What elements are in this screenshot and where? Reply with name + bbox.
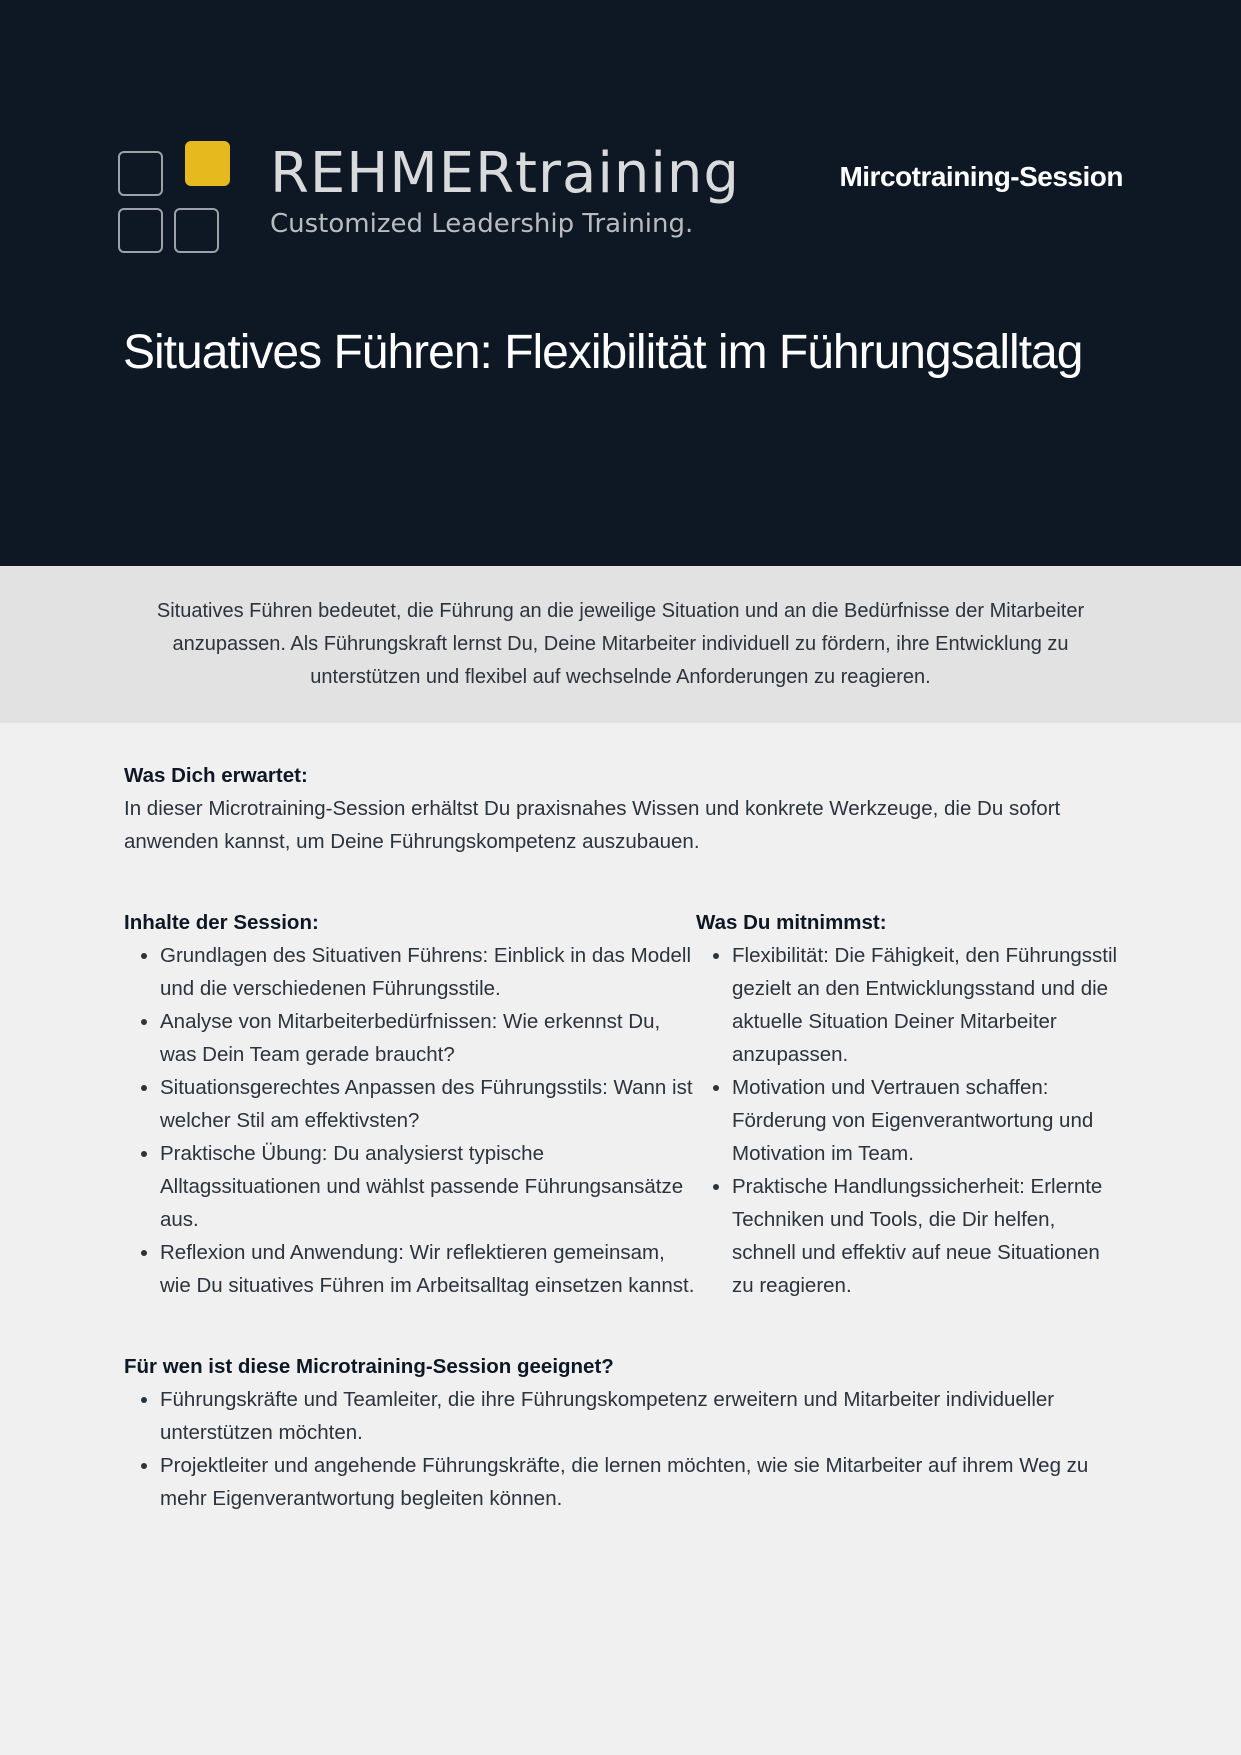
expect-heading: Was Dich erwartet: <box>124 764 308 787</box>
logo-brand-light: training <box>515 141 740 206</box>
list-item: • Grundlagen des Situativen Führens: Einblick in das Modell und die verschiedenen Führungsstile. <box>160 939 696 1005</box>
list-item: • Flexibilität: Die Fähigkeit, den Führungsstil gezielt an den Entwicklungsstand und die aktuelle Situation Deiner Mitarbeiter anzupassen. <box>732 939 1124 1071</box>
list-item: • Analyse von Mitarbeiterbedürfnissen: Wie erkennst Du, was Dein Team gerade braucht? <box>160 1005 696 1071</box>
intro-text: Situatives Führen bedeutet, die Führung an die jeweilige Situation und an die Bedürfnisse der Mitarbeiter anzupassen. Als Führungskraft lernst Du, Deine Mitarbeiter individuell zu fördern, ihre Entwicklung zu unterstützen und flexibel auf wechselnde Anforderungen zu reagieren. <box>156 600 1085 688</box>
header-banner <box>0 0 1241 566</box>
audience-list <box>124 1383 1124 1515</box>
list-item: • Motivation und Vertrauen schaffen: Förderung von Eigenverantwortung und Motivation im Team. <box>732 1071 1124 1170</box>
takeaways-section <box>696 906 1124 1302</box>
takeaways-heading: Was Du mitnimmst: <box>696 911 887 934</box>
logo-brand <box>270 142 740 206</box>
logo-square-yellow <box>185 141 230 186</box>
expect-text: In dieser Microtraining-Session erhältst Du praxisnahes Wissen und konkrete Werkzeuge, die Du sofort anwenden kannst, um Deine Führungskompetenz auszubauen. <box>124 797 1061 853</box>
logo-square-outline <box>118 151 163 196</box>
list-item: • Situationsgerechtes Anpassen des Führungsstils: Wann ist welcher Stil am effektivsten? <box>160 1071 696 1137</box>
logo-wordmark <box>270 142 740 240</box>
logo-tagline: Customized Leadership Training. <box>270 209 694 239</box>
audience-section <box>124 1350 1124 1515</box>
audience-heading: Für wen ist diese Microtraining-Session geeignet? <box>124 1355 614 1378</box>
logo-square-outline <box>118 208 163 253</box>
session-label: Mircotraining-Session <box>839 161 1123 192</box>
expect-section <box>124 759 1124 858</box>
contents-heading: Inhalte der Session: <box>124 911 319 934</box>
takeaways-list <box>696 939 1124 1302</box>
intro-band <box>0 566 1241 723</box>
list-item: • Praktische Handlungssicherheit: Erlernte Techniken und Tools, die Dir helfen, schnell und effektiv auf neue Situationen zu reagieren. <box>732 1170 1124 1302</box>
list-item: • Projektleiter und angehende Führungskräfte, die lernen möchten, wie sie Mitarbeiter auf ihrem Weg zu mehr Eigenverantwortung begleiten können. <box>160 1449 1124 1515</box>
list-item: • Reflexion und Anwendung: Wir reflektieren gemeinsam, wie Du situatives Führen im Arbeitsalltag einsetzen kannst. <box>160 1236 696 1302</box>
contents-section <box>124 906 696 1302</box>
logo-brand-bold: REHMER <box>270 141 516 206</box>
list-item: • Führungskräfte und Teamleiter, die ihre Führungskompetenz erweitern und Mitarbeiter individueller unterstützen möchten. <box>160 1383 1124 1449</box>
page-title: Situatives Führen: Flexibilität im Führungsalltag <box>123 326 1083 379</box>
contents-list <box>124 939 696 1302</box>
main-content <box>124 759 1124 1515</box>
logo-square-outline <box>174 208 219 253</box>
list-item: • Praktische Übung: Du analysierst typische Alltagssituationen und wählst passende Führungsansätze aus. <box>160 1137 696 1236</box>
two-column-section <box>124 906 1124 1302</box>
logo-squares-icon <box>118 141 234 257</box>
